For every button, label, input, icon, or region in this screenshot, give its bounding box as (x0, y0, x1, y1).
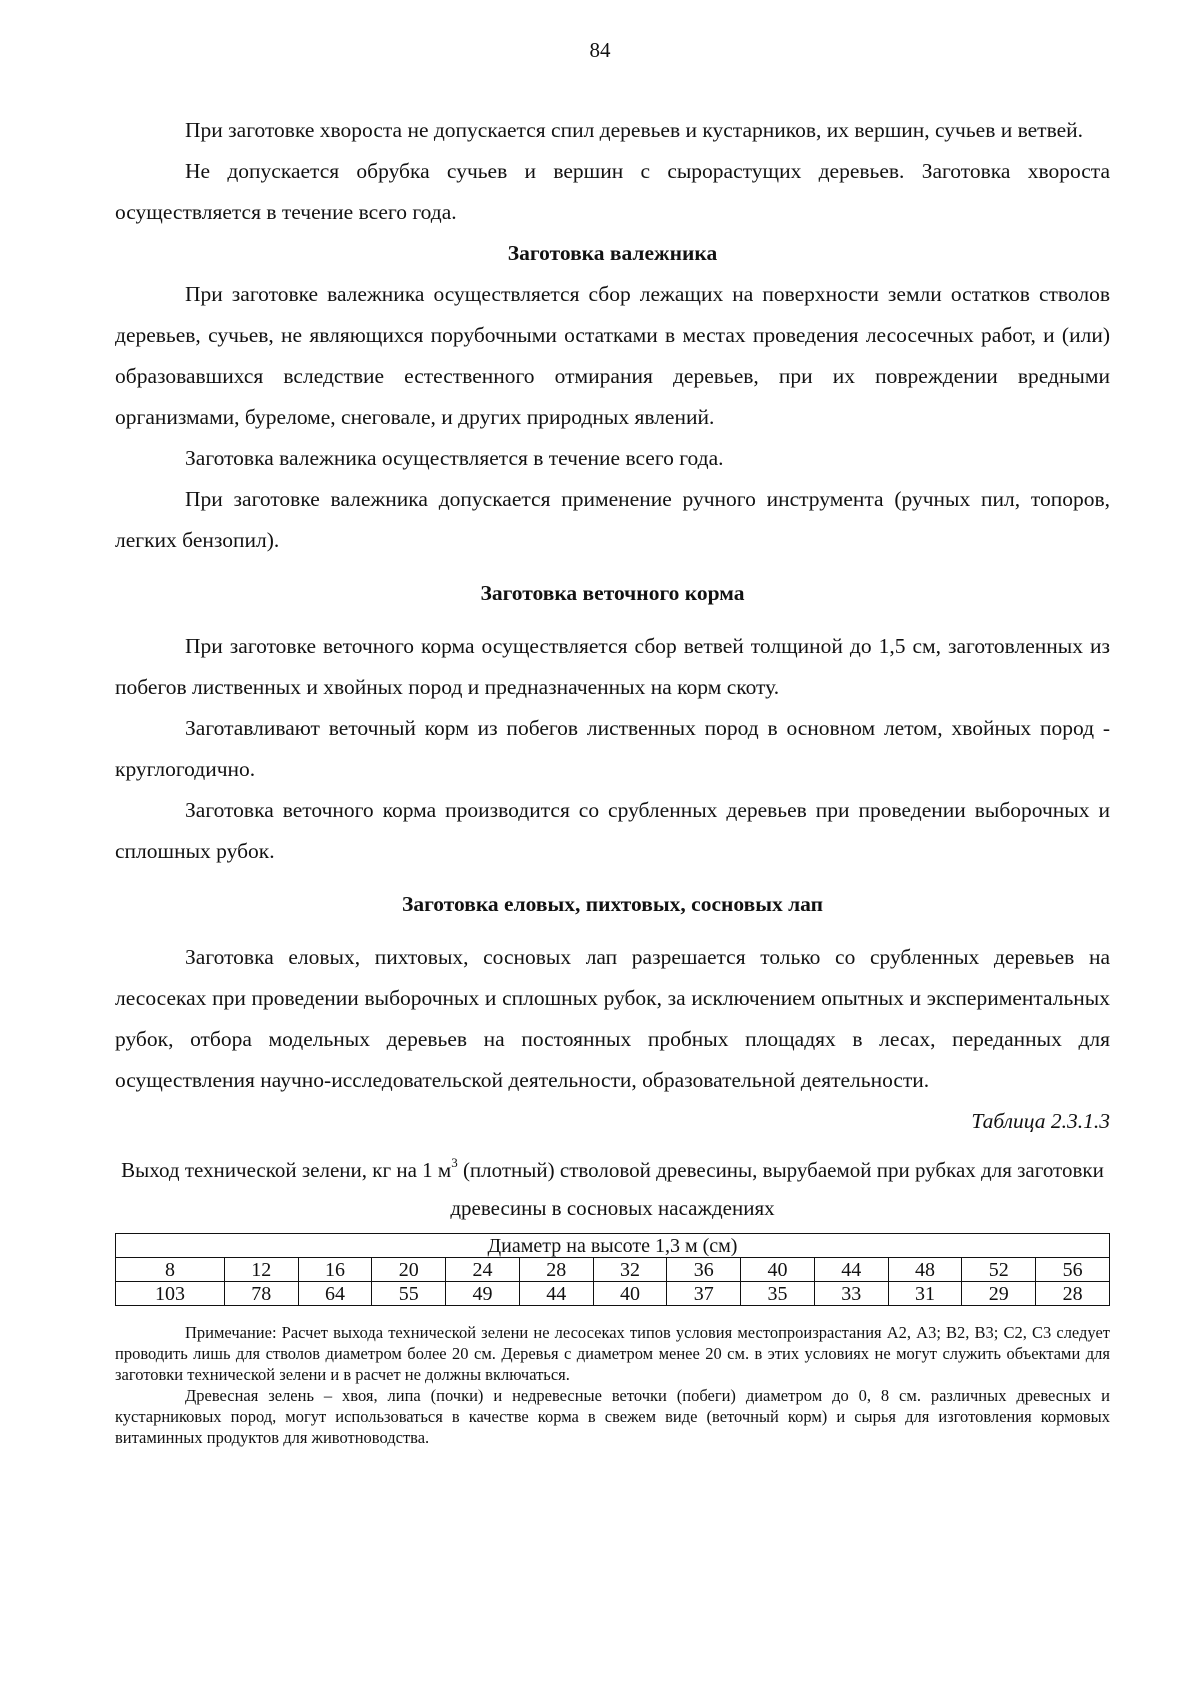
table-cell-diameter: 52 (962, 1258, 1036, 1282)
table-row-values (116, 1282, 1110, 1306)
table-cell-diameter: 16 (298, 1258, 372, 1282)
table-cell-diameter: 28 (519, 1258, 593, 1282)
table-cell-value: 35 (741, 1282, 815, 1306)
notes-block (115, 1322, 1110, 1448)
section-heading-conifer-paws: Заготовка еловых, пихтовых, сосновых лап (401, 892, 824, 916)
table-cell-value: 31 (888, 1282, 962, 1306)
table-cell-value: 37 (667, 1282, 741, 1306)
paragraph: Не допускается обрубка сучьев и вершин с сырорастущих деревьев. Заготовка хвороста осуществляется в течение всего года. (115, 159, 1110, 224)
green-yield-table (115, 1233, 1110, 1306)
table-caption-superscript: 3 (451, 1155, 458, 1170)
table-cell-value: 49 (446, 1282, 520, 1306)
table-cell-value: 55 (372, 1282, 446, 1306)
table-cell-value: 40 (593, 1282, 667, 1306)
paragraph: При заготовке хвороста не допускается спил деревьев и кустарников, их вершин, сучьев и ветвей. (185, 118, 1084, 142)
table-cell-value: 64 (298, 1282, 372, 1306)
table-cell-diameter: 12 (224, 1258, 298, 1282)
table-header-row (116, 1234, 1110, 1258)
paragraph: Заготовка веточного корма производится со срубленных деревьев при проведении выборочных и сплошных рубок. (115, 798, 1110, 863)
table-cell-diameter: 36 (667, 1258, 741, 1282)
table-caption (115, 1146, 1110, 1227)
table-cell-value: 33 (814, 1282, 888, 1306)
table-caption-part2: (плотный) стволовой древесины, вырубаемой при рубках для заготовки древесины в сосновых насаждениях (450, 1158, 1104, 1220)
note-paragraph: Древесная зелень – хвоя, липа (почки) и недревесные веточки (побеги) диаметром до 0, 8 см. различных древесных и кустарниковых пород, могут использоваться в качестве корма в свежем виде (веточный корм) и сырья для изготовления кормовых витаминных продуктов для животноводства. (115, 1386, 1110, 1447)
table-cell-diameter: 8 (116, 1258, 225, 1282)
table-cell-diameter: 24 (446, 1258, 520, 1282)
table-header: Диаметр на высоте 1,3 м (см) (116, 1234, 1110, 1258)
paragraph: При заготовке валежника осуществляется сбор лежащих на поверхности земли остатков стволов деревьев, сучьев, не являющихся порубочными остатками в местах проведения лесосечных работ, и (или) образовавшихся вследствие естественного отмирания деревьев, при их повреждении вредными организмами, буреломе, снеговале, и других природных явлений. (115, 282, 1110, 429)
page-number: 84 (589, 38, 611, 62)
table-cell-diameter: 48 (888, 1258, 962, 1282)
page-content (115, 110, 1110, 1448)
table-cell-diameter: 32 (593, 1258, 667, 1282)
table-row-diameters (116, 1258, 1110, 1282)
table-cell-diameter: 20 (372, 1258, 446, 1282)
table-cell-diameter: 40 (741, 1258, 815, 1282)
table-cell-value: 44 (519, 1282, 593, 1306)
section-heading-branch-feed: Заготовка веточного корма (480, 581, 745, 605)
paragraph: Заготовка валежника осуществляется в течение всего года. (185, 446, 724, 470)
table-cell-diameter: 56 (1036, 1258, 1110, 1282)
paragraph: Заготавливают веточный корм из побегов лиственных пород в основном летом, хвойных пород - круглогодично. (115, 716, 1110, 781)
table-cell-diameter: 44 (814, 1258, 888, 1282)
table-number: Таблица 2.3.1.3 (971, 1109, 1110, 1133)
paragraph: При заготовке валежника допускается применение ручного инструмента (ручных пил, топоров, легких бензопил). (115, 487, 1110, 552)
paragraph: Заготовка еловых, пихтовых, сосновых лап разрешается только со срубленных деревьев на лесосеках при проведении выборочных и сплошных рубок, за исключением опытных и экспериментальных рубок, отбора модельных деревьев на постоянных пробных площадях в лесах, переданных для осуществления научно-исследовательской деятельности, образовательной деятельности. (115, 945, 1110, 1092)
paragraph: При заготовке веточного корма осуществляется сбор ветвей толщиной до 1,5 см, заготовленных из побегов лиственных и хвойных пород и предназначенных на корм скоту. (115, 634, 1110, 699)
table-caption-part1: Выход технической зелени, кг на 1 м (121, 1158, 452, 1182)
section-heading-deadwood: Заготовка валежника (507, 241, 718, 265)
table-cell-value: 29 (962, 1282, 1036, 1306)
table-cell-value: 103 (116, 1282, 225, 1306)
table-cell-value: 28 (1036, 1282, 1110, 1306)
table-cell-value: 78 (224, 1282, 298, 1306)
note-paragraph: Примечание: Расчет выхода технической зелени не лесосеках типов условия местопроизрастания А2, А3; В2, В3; С2, С3 следует проводить лишь для стволов диаметром более 20 см. Деревья с диаметром менее 20 см. в этих условиях не могут служить объектами для заготовки технической зелени и в расчет не должны включаться. (115, 1323, 1110, 1384)
